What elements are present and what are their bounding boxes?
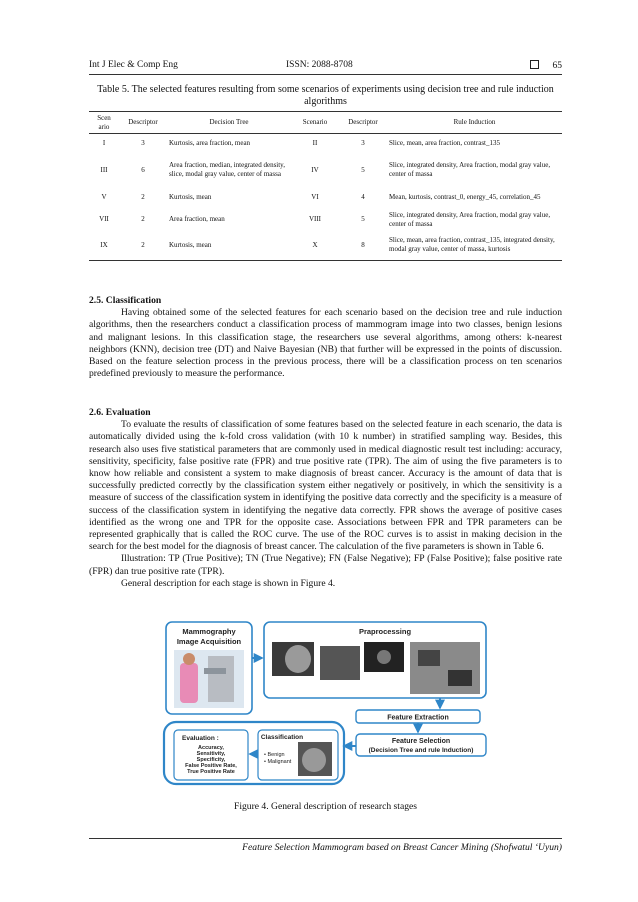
evaluation-item: True Positive Rate: [187, 769, 235, 775]
paragraph: General description for each stage is shown in Figure 4.: [121, 577, 336, 589]
paragraph: Having obtained some of the selected features for each scenario based on the decision tree and rule induction algorithms, then the researchers conduct a classification process of mammogram image into two classes, benign lesions and malignant lesions. In this classification stage, the researchers use several algorithms, among others: k-nearest neighbors (KNN), decision tree (DT) and Naive Bayesian (NB) that further will be expressed in the points of discussion. Based on the feature selection process in the previous process, there will be a classification process on ten scenarios predefined previously to measure the performance.: [89, 307, 562, 380]
class-item-malignant: • Malignant: [264, 759, 292, 765]
table-cell: Kurtosis, mean: [167, 231, 291, 261]
research-stages-figure: [160, 618, 492, 788]
table-row: [89, 154, 562, 187]
table-cell: Area fraction, mean: [169, 215, 225, 223]
classification-title: Classification: [260, 734, 304, 741]
table-cell: Kurtosis, area fraction, mean: [169, 139, 251, 148]
breast-shape: [285, 645, 311, 673]
section-heading: 2.5. Classification: [89, 295, 162, 306]
table-cell: VI: [311, 193, 319, 201]
journal-name: Int J Elec & Comp Eng: [89, 60, 178, 70]
table-cell: VIII: [308, 215, 322, 223]
feature-selection-label: Feature Selection: [391, 738, 451, 745]
table-cell: 2: [119, 231, 167, 261]
col-header: Scen ario: [89, 112, 119, 134]
table-row: [89, 231, 562, 261]
acquisition-title-1: Mammography: [182, 627, 236, 636]
mammography-machine: [208, 656, 234, 702]
paragraph: To evaluate the results of classification of some features based on the selected feature in each scenario, the data is automatically divided using the k-fold cross validation (with 10 k number) in stratified sampling way. Besides, this research also uses five statistical parameters that are commonly used in medical diagnostic result test including: accuracy, sensitivity, specificity, false positive rate (FPR) and true positive rate (TPR). The aim of using the five parameters is to know how reliable and consistent a system to make diagnosis of breast cancer. Accuracy is the amount of data that is successfully predicted correctly by the classification system either negatively or positively, in which the sensitivity is a measure of success of the classification system in identifying the positive data correctly and the specificity is a measure of success of the classification system in identifying the negative data correctly. FPR shows the average of positive cases identified as the wrong one and TPR for the opposite case. Associations between FPR and TPR parameters can be represented graphically that is called the ROC curve. The use of the ROC curves is to assist in making decision in the search for the best model for the diagnosis of breast cancer. The calculation of the five parameters is shown in Table 6.: [89, 419, 562, 553]
table-cell: Slice, integrated density, Area fraction, modal gray value, center of massa: [389, 210, 551, 228]
evaluation-title: Evaluation :: [182, 735, 219, 742]
issn: ISSN: 2088-8708: [286, 60, 353, 70]
classified-breast-shape: [302, 748, 326, 772]
evaluation-item: False Positive Rate,: [185, 763, 237, 769]
machine-plate: [204, 668, 226, 674]
col-header: Decision Tree: [167, 112, 291, 134]
table-cell: Kurtosis, mean: [169, 193, 212, 201]
page-number-group: [530, 60, 563, 71]
figure-caption: Figure 4. General description of research stages: [233, 801, 417, 812]
paragraph: Illustration: TP (True Positive); TN (True Negative); FN (False Negative); FP (False Positive); false positive rate (FPR) dan true positive rate (TPR).: [89, 553, 562, 577]
section-evaluation: [89, 407, 562, 590]
texture-dark-1: [418, 650, 440, 666]
running-header: [89, 60, 562, 75]
table-cell: I: [102, 139, 106, 148]
col-header: Rule Induction: [387, 112, 562, 134]
class-item-benign: • Benign: [264, 752, 285, 758]
checkbox-icon: [530, 60, 539, 69]
table-cell: 3: [361, 139, 365, 148]
table-cell: 2: [141, 193, 145, 201]
evaluation-item: Specificity,: [196, 757, 226, 763]
table-cell: Slice, mean, area fraction, contrast_135: [389, 139, 500, 148]
table-cell: VII: [99, 215, 109, 223]
section-heading: 2.6. Evaluation: [89, 407, 151, 418]
roi-thumb: [320, 646, 360, 680]
table-cell: Mean, kurtosis, contrast_0, energy_45, correlation_45: [389, 193, 541, 201]
table-cell: III: [100, 165, 108, 174]
col-header: Descriptor: [119, 112, 167, 134]
texture-dark-2: [448, 670, 472, 686]
table-cell: Slice, mean, area fraction, contrast_135, integrated density, modal gray value, center of massa, kurtosis: [387, 231, 562, 261]
feature-extraction-label: Feature Extraction: [387, 714, 449, 722]
table-cell: X: [291, 231, 339, 261]
running-footer: Feature Selection Mammogram based on Breast Cancer Mining (Shofwatul ‘Uyun): [89, 838, 562, 853]
col-header: Scenario: [291, 112, 339, 134]
table-cell: Area fraction, median, integrated density, slice, modal gray value, center of massa: [169, 161, 285, 178]
table-caption: Table 5. The selected features resulting from some scenarios of experiments using decision tree and rule induction algorithms: [97, 84, 554, 107]
table-cell: 4: [361, 193, 365, 201]
features-table: [89, 111, 562, 261]
table-row: [89, 209, 562, 231]
preprocessing-title: Praprocessing: [358, 627, 412, 636]
patient-head: [183, 653, 195, 665]
table-cell: II: [312, 139, 318, 148]
table-cell: IX: [89, 231, 119, 261]
table-cell: 3: [141, 139, 145, 148]
page-number: 65: [552, 61, 562, 71]
evaluation-item: Sensitivity,: [196, 751, 226, 757]
section-classification: [89, 295, 562, 380]
table-cell: V: [101, 193, 107, 201]
table-header-row: [89, 112, 562, 134]
table-row: [89, 134, 562, 154]
texture-thumb: [410, 642, 480, 694]
enhanced-spot: [377, 650, 391, 664]
table-cell: 6: [141, 165, 145, 174]
table-row: [89, 187, 562, 209]
evaluation-item: Accuracy,: [198, 745, 224, 751]
table-cell: 5: [361, 215, 365, 223]
patient-figure: [180, 663, 198, 703]
table-cell: 8: [339, 231, 387, 261]
col-header: Descriptor: [339, 112, 387, 134]
feature-selection-sublabel: (Decision Tree and rule Induction): [368, 747, 474, 754]
table-cell: IV: [311, 165, 319, 174]
table-cell: Slice, integrated density, Area fraction, modal gray value, center of massa: [389, 161, 551, 178]
table-cell: 5: [361, 165, 365, 174]
table-cell: 2: [141, 215, 145, 223]
acquisition-title-2: Image Acquisition: [176, 637, 242, 646]
